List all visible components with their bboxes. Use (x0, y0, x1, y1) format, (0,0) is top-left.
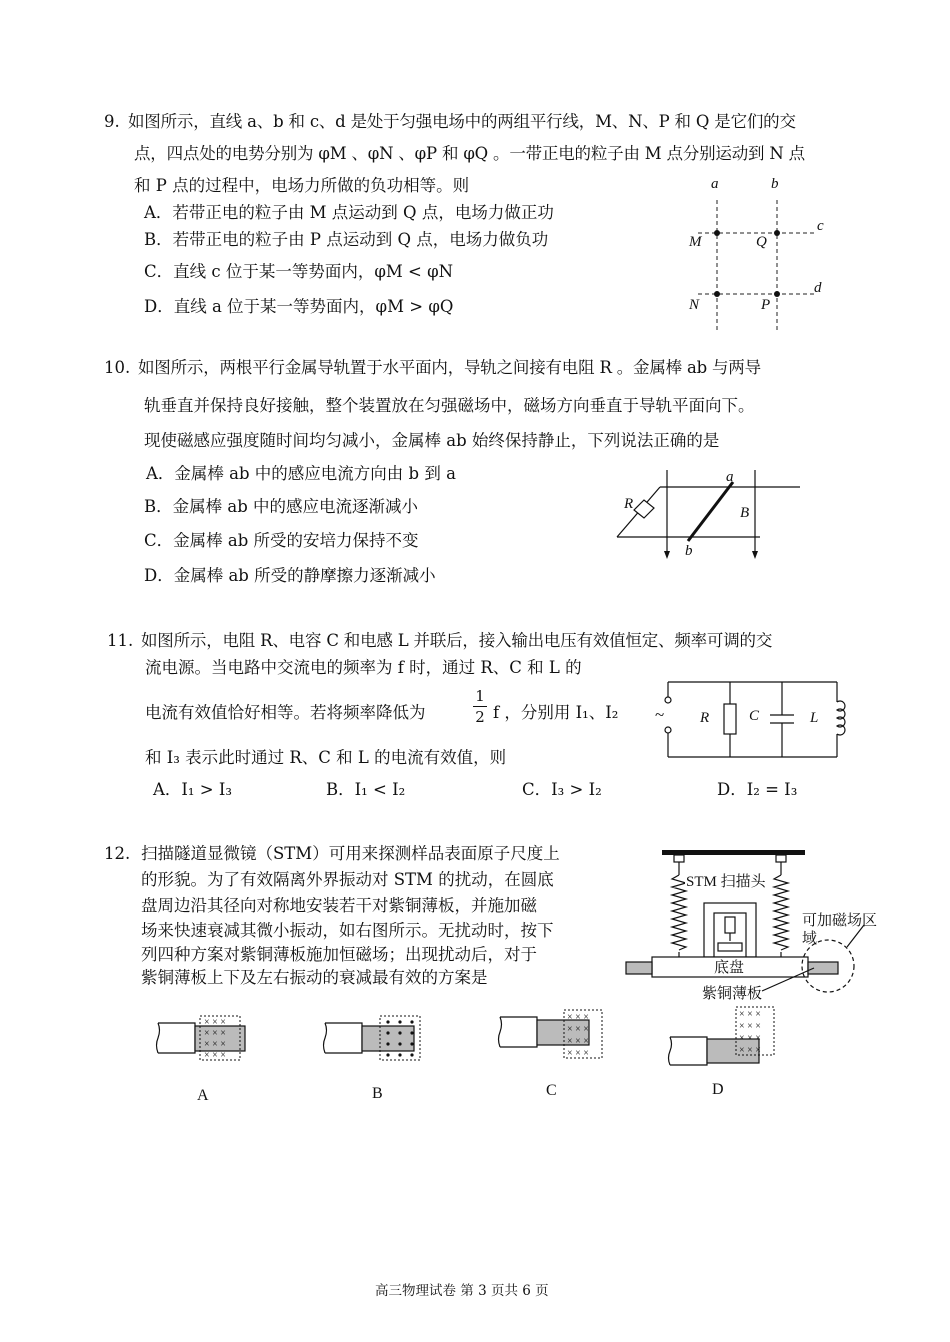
scheme-d-field (739, 1009, 761, 1056)
svg-text:× × ×: × × × (739, 1009, 761, 1020)
svg-text:× × ×: × × × (204, 1017, 226, 1028)
svg-text:× × ×: × × × (204, 1028, 226, 1039)
label-b: b (685, 543, 693, 559)
q12-line2: 的形貌。为了有效隔离外界振动对 STM 的扰动，在圆底 (141, 870, 554, 889)
svg-text:× × ×: × × × (739, 1033, 761, 1044)
label-copper-plate: 紫铜薄板 (702, 986, 763, 1002)
resistor (724, 704, 736, 734)
q10-option-b: B．金属棒 ab 中的感应电流逐渐减小 (144, 497, 419, 516)
copper-plate-left (626, 962, 652, 974)
q12-line5: 列四种方案对紫铜薄板施加恒磁场；出现扰动后，对于 (141, 945, 537, 964)
q11-option-a: A．I₁ > I₃ (153, 780, 232, 799)
q10-option-c: C．金属棒 ab 所受的安培力保持不变 (144, 531, 419, 550)
q11-option-d: D．I₂ = I₃ (717, 780, 798, 799)
ceiling-bar (662, 850, 805, 855)
q11-option-c: C．I₃ > I₂ (522, 780, 602, 799)
spring-left (672, 875, 686, 950)
q12-line1: 扫描隧道显微镜（STM）可用来探测样品表面原子尺度上 (141, 844, 560, 863)
q12-line4: 场来快速衰减其微小振动，如右图所示。无扰动时，按下 (141, 921, 554, 940)
label-B: B (740, 505, 750, 521)
label-p: P (761, 297, 771, 313)
q9-number: 9. (104, 112, 120, 131)
q12-stm-figure (622, 845, 897, 1005)
q11-circuit-figure (652, 672, 857, 767)
label-l: L (810, 710, 819, 726)
spring-right (774, 875, 788, 950)
label-m: M (689, 234, 702, 250)
svg-text:× × ×: × × × (567, 1048, 589, 1059)
svg-text:× × ×: × × × (567, 1012, 589, 1023)
q10-option-d: D．金属棒 ab 所受的静摩擦力逐渐减小 (144, 566, 436, 585)
svg-text:× × ×: × × × (204, 1039, 226, 1050)
q9-option-a: A．若带正电的粒子由 M 点运动到 Q 点，电场力做正功 (144, 203, 554, 222)
q9-option-b: B．若带正电的粒子由 P 点运动到 Q 点，电场力做负功 (144, 230, 549, 249)
arrow-down-right (752, 551, 758, 559)
label-c: c (817, 218, 824, 234)
scheme-label-d: D (712, 1081, 724, 1098)
point-m (714, 230, 720, 236)
fraction-numerator: 1 (475, 687, 485, 705)
scheme-label-b: B (372, 1085, 383, 1102)
svg-text:× × ×: × × × (739, 1021, 761, 1032)
q11-number: 11. (107, 631, 134, 650)
label-r: R (624, 496, 634, 512)
terminal-bottom (665, 727, 671, 733)
q12-line6: 紫铜薄板上下及左右振动的衰减最有效的方案是 (141, 968, 488, 987)
q12-schemes: × × × × × ×× × ×× × ×× × × × × ×× × ×× × ×× × × × × ×× × ×× × ×× × × A B C D (150, 1005, 790, 1115)
label-source: ~ (655, 705, 665, 724)
q11-line1: 如图所示，电阻 R、电容 C 和电感 L 并联后，接入输出电压有效值恒定、频率可调的交 (141, 631, 773, 650)
scheme-label-c: C (546, 1082, 557, 1099)
label-c: C (749, 708, 760, 724)
q11-fraction (473, 688, 487, 725)
q10-number: 10. (104, 358, 131, 377)
label-region-tail: 域 (802, 931, 818, 947)
q10-line3: 现使磁感应强度随时间均匀减小，金属棒 ab 始终保持静止，下列说法正确的是 (144, 431, 720, 450)
svg-text:× × ×: × × × (567, 1024, 589, 1035)
scheme-a-field (204, 1017, 226, 1061)
point-q (774, 230, 780, 236)
svg-text:× × ×: × × × (204, 1050, 226, 1061)
q11-line3b: f ，分别用 I₁、I₂ (493, 703, 619, 722)
copper-plate-right (808, 962, 838, 974)
q11-option-b: B．I₁ < I₂ (326, 780, 406, 799)
page-footer: 高三物理试卷 第 3 页共 6 页 (375, 1283, 549, 1299)
label-q: Q (756, 234, 767, 250)
scheme-label-a: A (197, 1087, 209, 1104)
label-magnetic-region: 可加磁场区 (802, 913, 878, 929)
q9-option-d: D．直线 a 位于某一等势面内，φM > φQ (144, 297, 454, 316)
svg-text:× × ×: × × × (739, 1045, 761, 1056)
q9-line1: 如图所示，直线 a、b 和 c、d 是处于匀强电场中的两组平行线，M、N、P 和 Q 是它们的交 (128, 112, 796, 131)
resistor-r (634, 500, 654, 518)
label-n: N (689, 297, 700, 313)
svg-text:× × ×: × × × (567, 1036, 589, 1047)
q11-line2: 流电源。当电路中交流电的频率为 f 时，通过 R、C 和 L 的 (145, 658, 582, 677)
q10-figure (612, 462, 807, 570)
arrow-down-left (664, 551, 670, 559)
q10-line2: 轨垂直并保持良好接触，整个装置放在匀强磁场中，磁场方向垂直于导轨平面向下。 (144, 396, 755, 415)
scan-head (725, 917, 735, 933)
point-p (774, 291, 780, 297)
inductor-coil (837, 701, 845, 735)
scheme-b (324, 1016, 421, 1060)
q9-line2: 点，四点处的电势分别为 φM 、φN 、φP 和 φQ 。一带正电的粒子由 M 点分别运动到 N 点 (134, 144, 805, 163)
q9-line3: 和 P 点的过程中，电场力所做的负功相等。则 (134, 176, 470, 195)
label-d: d (814, 280, 822, 296)
q11-line4: 和 I₃ 表示此时通过 R、C 和 L 的电流有效值，则 (145, 748, 507, 767)
label-a: a (726, 469, 734, 485)
scheme-c-field (567, 1012, 589, 1059)
sample-block (718, 943, 742, 951)
label-base: 底盘 (714, 960, 745, 976)
scheme-a (157, 1016, 246, 1060)
q12-number: 12. (104, 844, 131, 863)
metal-rod-ab (688, 482, 733, 541)
label-a: a (711, 176, 719, 192)
q11-line3a: 电流有效值恰好相等。若将频率降低为 (145, 703, 426, 722)
q10-option-a: A．金属棒 ab 中的感应电流方向由 b 到 a (146, 464, 456, 483)
q9-option-c: C．直线 c 位于某一等势面内，φM < φN (144, 262, 454, 281)
label-r: R (700, 710, 710, 726)
q10-line1: 如图所示，两根平行金属导轨置于水平面内，导轨之间接有电阻 R 。金属棒 ab 与两导 (138, 358, 761, 377)
label-b: b (771, 176, 779, 192)
point-n (714, 291, 720, 297)
q9-figure (680, 170, 840, 335)
label-stm-head: STM 扫描头 (686, 874, 766, 890)
terminal-top (665, 697, 671, 703)
fraction-denominator: 2 (475, 708, 485, 726)
q12-line3: 盘周边沿其径向对称地安装若干对紫铜薄板，并施加磁 (141, 896, 537, 915)
